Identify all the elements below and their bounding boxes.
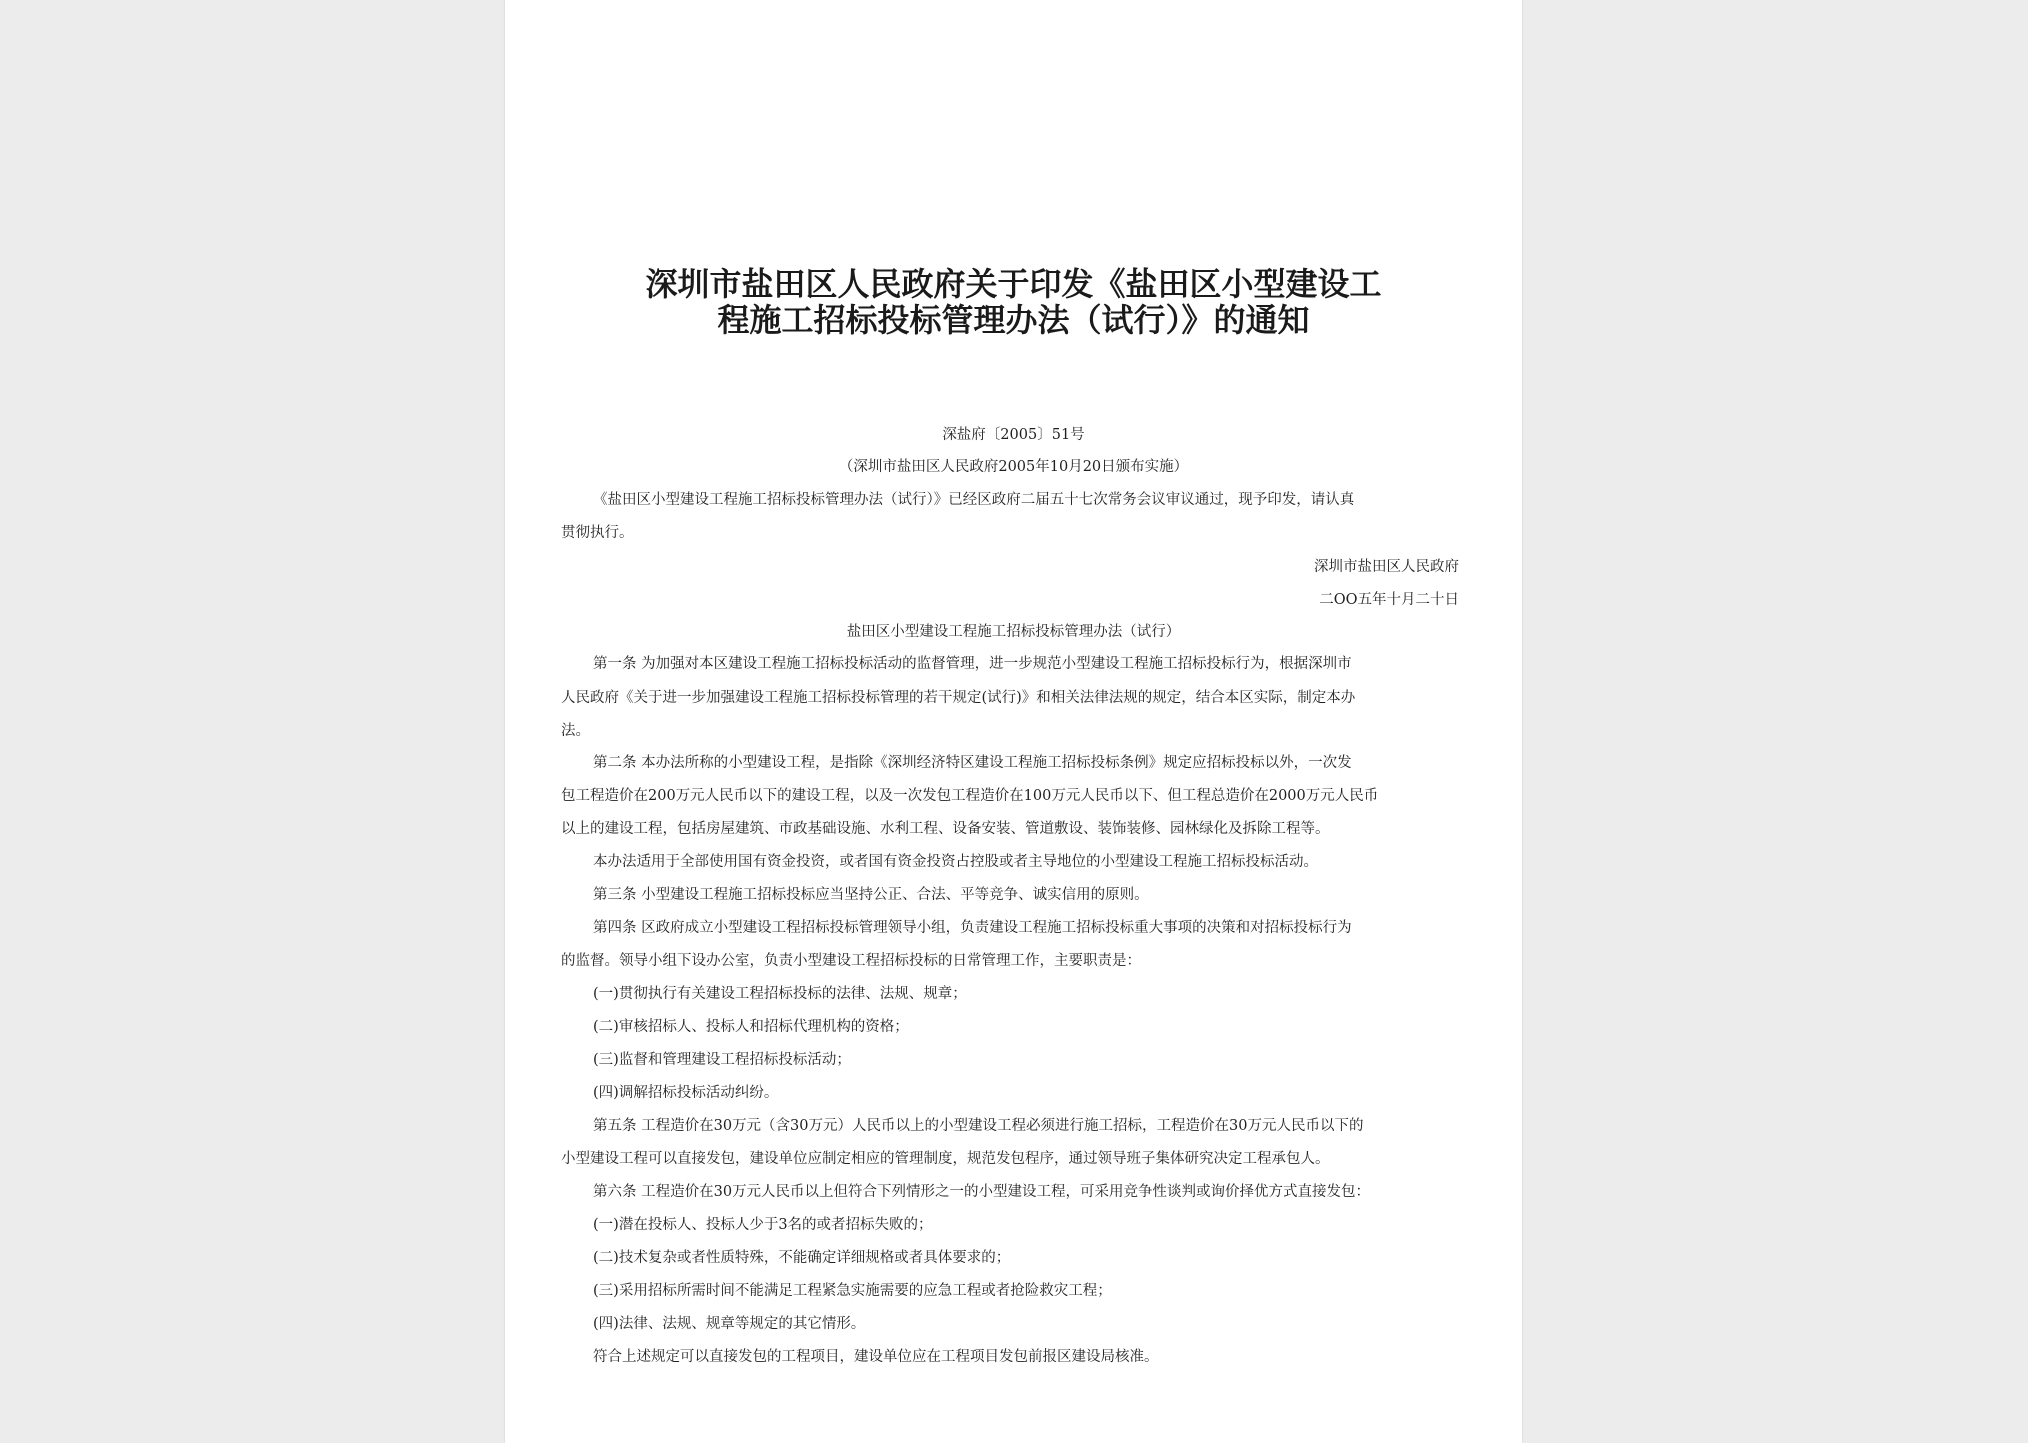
body-line: (四)调解招标投标活动纠纷。 — [593, 1085, 779, 1101]
body-line: (三)监督和管理建设工程招标投标活动； — [593, 1052, 851, 1068]
body-line: 第五条 工程造价在30万元（含30万元）人民币以上的小型建设工程必须进行施工招标，工程造价在30万元人民币以下的 — [593, 1118, 1364, 1134]
body-line: 本办法适用于全部使用国有资金投资，或者国有资金投资占控股或者主导地位的小型建设工程施工招标投标活动。 — [593, 854, 1318, 870]
intro-line: 贯彻执行。 — [561, 525, 634, 541]
body-line: 包工程造价在200万元人民币以下的建设工程，以及一次发包工程造价在100万元人民币以下、但工程总造价在2000万元人民币 — [561, 788, 1379, 804]
body-line: 符合上述规定可以直接发包的工程项目，建设单位应在工程项目发包前报区建设局核准。 — [593, 1349, 1159, 1365]
body-line: 以上的建设工程，包括房屋建筑、市政基础设施、水利工程、设备安装、管道敷设、装饰装修、园林绿化及拆除工程等。 — [561, 821, 1330, 837]
body-line: 第三条 小型建设工程施工招标投标应当坚持公正、合法、平等竞争、诚实信用的原则。 — [593, 887, 1149, 903]
body-line: 小型建设工程可以直接发包，建设单位应制定相应的管理制度，规范发包程序，通过领导班子集体研究决定工程承包人。 — [561, 1151, 1330, 1167]
document-title-line-2: 程施工招标投标管理办法（试行）》的通知 — [717, 301, 1310, 339]
body-line: (三)采用招标所需时间不能满足工程紧急实施需要的应急工程或者抢险救灾工程； — [593, 1283, 1112, 1299]
document-number: 深盐府〔2005〕51号 — [942, 427, 1085, 443]
issue-note: （深圳市盐田区人民政府2005年10月20日颁布实施） — [838, 459, 1189, 475]
document-title-line-1: 深圳市盐田区人民政府关于印发《盐田区小型建设工 — [645, 265, 1382, 303]
body-line: (四)法律、法规、规章等规定的其它情形。 — [593, 1316, 866, 1332]
body-line: 第六条 工程造价在30万元人民币以上但符合下列情形之一的小型建设工程，可采用竞争性谈判或询价择优方式直接发包： — [593, 1184, 1371, 1200]
body-line: (一)贯彻执行有关建设工程招标投标的法律、法规、规章； — [593, 986, 967, 1002]
body-line: 第四条 区政府成立小型建设工程招标投标管理领导小组，负责建设工程施工招标投标重大事项的决策和对招标投标行为 — [593, 920, 1352, 936]
body-line: (二)技术复杂或者性质特殊，不能确定详细规格或者具体要求的； — [593, 1250, 1011, 1266]
body-line: 第一条 为加强对本区建设工程施工招标投标活动的监督管理，进一步规范小型建设工程施工招标投标行为，根据深圳市 — [593, 656, 1352, 672]
signature: 深圳市盐田区人民政府 — [1314, 559, 1459, 575]
body-line: 人民政府《关于进一步加强建设工程施工招标投标管理的若干规定(试行)》和相关法律法规的规定，结合本区实际，制定本办 — [561, 690, 1356, 706]
intro-line: 《盐田区小型建设工程施工招标投标管理办法（试行）》已经区政府二届五十七次常务会议审议通过，现予印发，请认真 — [593, 492, 1355, 508]
body-line: (一)潜在投标人、投标人少于3名的或者招标失败的； — [593, 1217, 933, 1233]
regulation-title: 盐田区小型建设工程施工招标投标管理办法（试行） — [846, 624, 1181, 640]
document-page — [505, 0, 1522, 1443]
body-line: 法。 — [561, 723, 590, 739]
body-line: 第二条 本办法所称的小型建设工程，是指除《深圳经济特区建设工程施工招标投标条例》规定应招标投标以外，一次发 — [593, 755, 1352, 771]
signature-date: 二OO五年十月二十日 — [1319, 592, 1459, 608]
body-line: 的监督。领导小组下设办公室，负责小型建设工程招标投标的日常管理工作，主要职责是： — [561, 953, 1141, 969]
body-line: (二)审核招标人、投标人和招标代理机构的资格； — [593, 1019, 909, 1035]
